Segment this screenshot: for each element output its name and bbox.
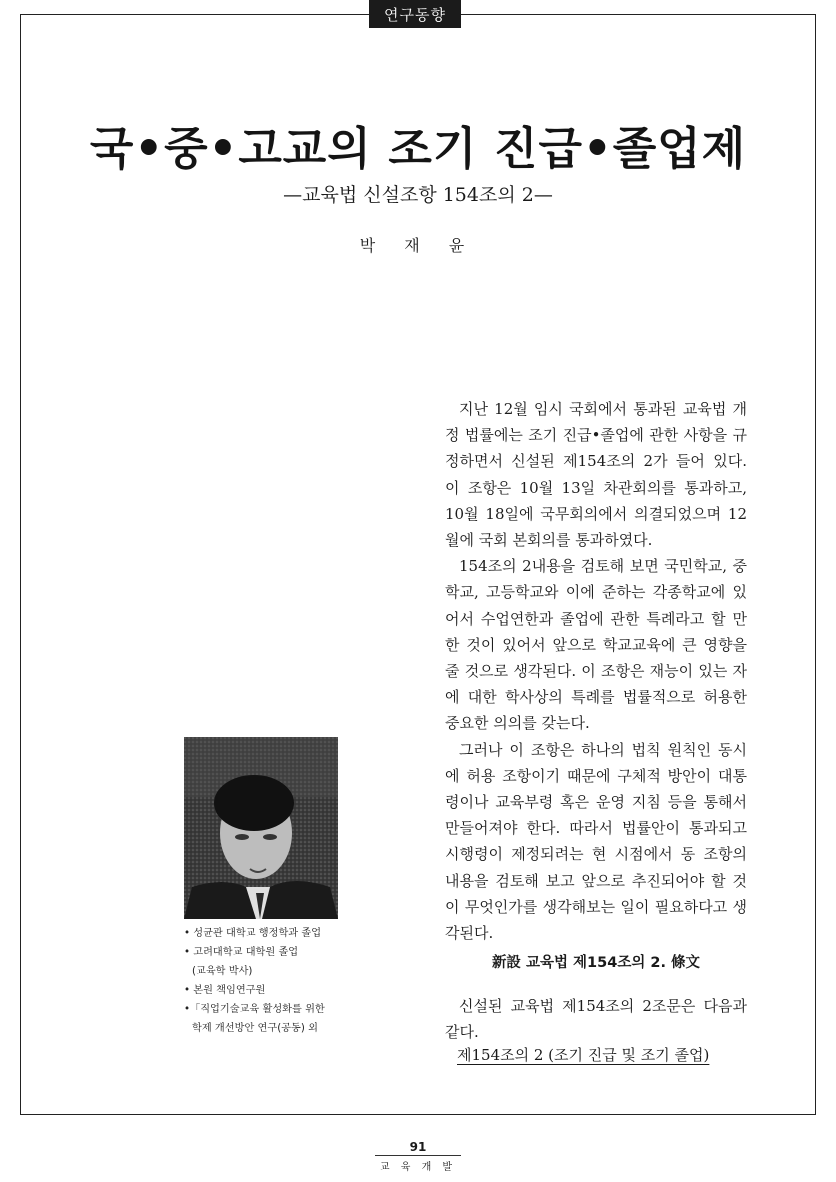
bio-line: • 고려대학교 대학원 졸업 <box>184 947 299 958</box>
journal-name: 교 육 개 발 <box>379 1162 457 1173</box>
body-paragraph: 154조의 2내용을 검토해 보면 국민학교, 중학교, 고등학교와 이에 준하는 각종학교에 있어서 수업연한과 졸업에 관한 특례라고 할 만한 것이 있어서 앞으로 학교교육에 큰 영향을 줄 것으로 생각된다. 이 조항은 재능이 있는 자에 대한 학사상의 특례를 법률적으로 허용한 중요한 의의를 갖는다. <box>445 557 747 733</box>
bio-line: • 성균관 대학교 행정학과 졸업 <box>184 928 322 939</box>
author-photo <box>184 737 338 919</box>
body-paragraph: 그러나 이 조항은 하나의 법칙 원칙인 동시에 허용 조항이기 때문에 구체적 방안이 대통령이나 교육부령 혹은 운영 지침 등을 통해서 만들어져야 한다. 따라서 법률안이 통과되고 시행령이 제정되려는 현 시점에서 동 조항의 내용을 검토해 보고 앞으로 추진되어야 할 것이 무엇인가를 생각해보는 일이 필요하다고 생각된다. <box>445 740 747 943</box>
article-clause-title: 제154조의 2 (조기 진급 및 조기 졸업) <box>457 1046 710 1064</box>
author-bio <box>184 924 384 1038</box>
article-title-heading: 국•중•고교의 조기 진급•졸업제 <box>89 122 747 175</box>
page-footer <box>0 1140 836 1173</box>
footer-rule <box>375 1155 461 1156</box>
bio-line: •「직업기술교육 활성화를 위한 <box>184 1004 325 1015</box>
body-column <box>445 396 747 946</box>
bio-line: 학제 개선방안 연구(공동) 외 <box>192 1023 318 1034</box>
body-paragraph-4 <box>445 993 747 1045</box>
bio-line: • 본원 책임연구원 <box>184 985 266 996</box>
author-name: 박 재 윤 <box>359 236 477 255</box>
section-heading: 新設 교육법 제154조의 2. 條文 <box>491 955 701 971</box>
body-paragraph: 지난 12월 임시 국회에서 통과된 교육법 개정 법률에는 조기 진급•졸업에 관한 사항을 규정하면서 신설된 제154조의 2가 들어 있다. 이 조항은 10월 13일 차관회의를 통과하고, 10월 18일에 국무회의에서 의결되었으며 12월에 국회 본회의를 통과하였다. <box>445 400 747 550</box>
section-label: 연구동향 <box>369 0 461 28</box>
article-subtitle: —교육법 신설조항 154조의 2— <box>283 184 553 206</box>
author-portrait-image <box>184 737 338 919</box>
bio-line: (교육학 박사) <box>192 966 253 977</box>
page-number: 91 <box>409 1140 427 1154</box>
body-paragraph: 신설된 교육법 제154조의 2조문은 다음과 같다. <box>445 997 747 1041</box>
